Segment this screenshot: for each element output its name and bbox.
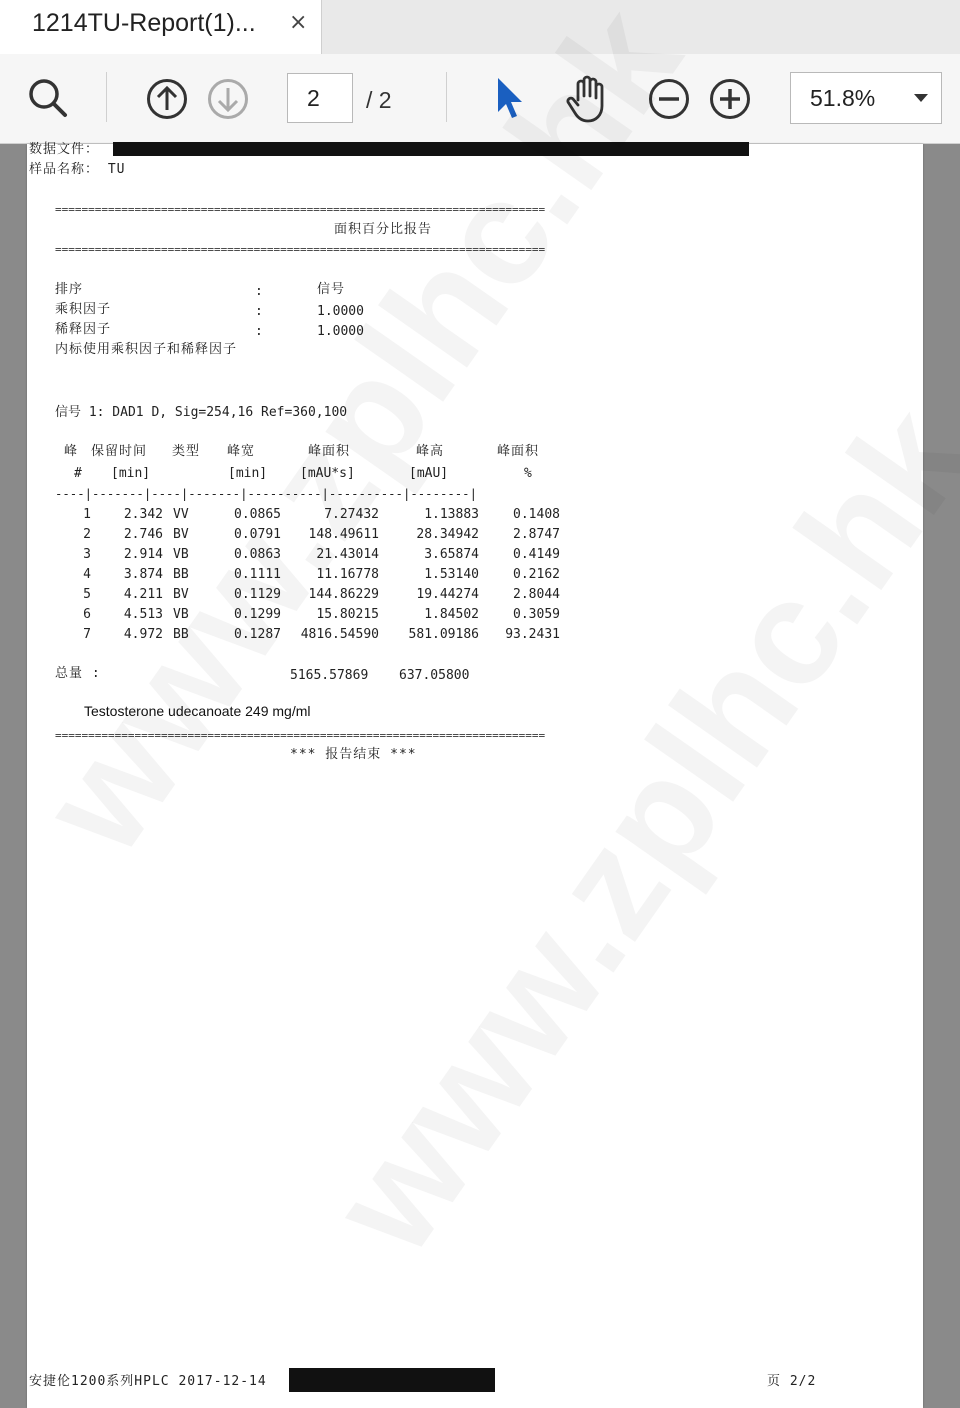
setting-label: 乘积因子 <box>55 302 112 317</box>
next-page-icon[interactable] <box>206 77 250 121</box>
total-area: 5165.57869 <box>290 668 369 683</box>
table-cell: BV <box>173 587 189 602</box>
report-title: 面积百分比报告 <box>334 222 433 237</box>
search-icon[interactable] <box>26 76 70 120</box>
table-cell: 2.8044 <box>513 587 560 602</box>
table-cell: 0.0865 <box>234 507 281 522</box>
redaction-bar <box>113 142 749 156</box>
document-page <box>27 144 923 1408</box>
table-cell: 0.1111 <box>234 567 281 582</box>
table-cell: 0.2162 <box>513 567 560 582</box>
table-cell: 2.8747 <box>513 527 560 542</box>
table-cell: VB <box>173 607 189 622</box>
previous-page-icon[interactable] <box>145 77 189 121</box>
table-cell: 11.16778 <box>316 567 379 582</box>
setting-colon: : <box>255 304 263 319</box>
table-cell: 0.1129 <box>234 587 281 602</box>
table-divider: ----|-------|----|-------|----------|----------|--------| <box>55 487 477 501</box>
col-header: 峰面积 <box>308 444 351 459</box>
table-cell: 4 <box>83 567 91 582</box>
col-unit: [mAU*s] <box>300 466 355 481</box>
table-cell: 21.43014 <box>316 547 379 562</box>
col-unit: % <box>524 466 532 481</box>
col-header: 峰面积 <box>497 444 540 459</box>
col-header: 峰 <box>64 444 79 459</box>
table-cell: 3.65874 <box>424 547 479 562</box>
table-cell: 1.84502 <box>424 607 479 622</box>
table-cell: 2.342 <box>123 507 163 522</box>
table-cell: 15.80215 <box>316 607 379 622</box>
table-cell: BV <box>173 527 189 542</box>
col-header: 保留时间 <box>91 444 148 459</box>
col-header: 峰宽 <box>227 444 256 459</box>
rule-line: ========================================================================== <box>55 204 546 216</box>
table-cell: 1.13883 <box>424 507 479 522</box>
table-cell: 2.914 <box>123 547 163 562</box>
table-cell: 3 <box>83 547 91 562</box>
rule-line: ========================================================================== <box>55 730 546 742</box>
table-cell: 581.09186 <box>408 627 479 642</box>
col-unit: # <box>74 466 82 481</box>
toolbar-separator <box>446 72 447 122</box>
table-cell: VB <box>173 547 189 562</box>
table-cell: 3.874 <box>123 567 163 582</box>
tab-bar <box>0 0 960 54</box>
signal-line: 信号 1: DAD1 D, Sig=254,16 Ref=360,100 <box>55 405 348 420</box>
table-cell: 144.86229 <box>308 587 379 602</box>
chevron-down-icon <box>914 94 928 102</box>
zoom-in-icon[interactable] <box>708 77 752 121</box>
table-cell: BB <box>173 627 189 642</box>
zoom-select[interactable] <box>790 72 942 124</box>
table-cell: 93.2431 <box>505 627 560 642</box>
table-cell: 28.34942 <box>416 527 479 542</box>
table-cell: 4816.54590 <box>300 627 379 642</box>
col-header: 类型 <box>172 444 201 459</box>
table-cell: 19.44274 <box>416 587 479 602</box>
table-cell: 6 <box>83 607 91 622</box>
end-line: *** 报告结束 *** <box>290 747 417 762</box>
table-cell: 7.27432 <box>324 507 379 522</box>
table-cell: 2.746 <box>123 527 163 542</box>
total-height: 637.05800 <box>399 668 470 683</box>
table-cell: 0.1408 <box>513 507 560 522</box>
setting-colon: : <box>255 324 263 339</box>
setting-label: 稀释因子 <box>55 322 112 337</box>
data-file-label: 数据文件： <box>29 142 100 157</box>
table-cell: 7 <box>83 627 91 642</box>
table-cell: 0.0791 <box>234 527 281 542</box>
istd-note: 内标使用乘积因子和稀释因子 <box>55 342 238 357</box>
table-cell: 0.1299 <box>234 607 281 622</box>
setting-value: 1.0000 <box>317 324 364 339</box>
zoom-out-icon[interactable] <box>647 77 691 121</box>
watermark <box>297 376 960 1283</box>
total-label: 总量 : <box>55 666 101 681</box>
page-total: / 2 <box>366 87 392 113</box>
table-cell: 0.0863 <box>234 547 281 562</box>
table-cell: BB <box>173 567 189 582</box>
setting-value: 信号 <box>317 282 346 297</box>
select-cursor-icon[interactable] <box>494 76 524 120</box>
table-cell: VV <box>173 507 189 522</box>
redaction-bar <box>289 1368 495 1392</box>
document-tab[interactable] <box>0 0 322 54</box>
table-cell: 4.211 <box>123 587 163 602</box>
hand-tool-icon[interactable] <box>564 74 612 124</box>
col-header: 峰高 <box>416 444 445 459</box>
viewer-toolbar <box>0 54 960 144</box>
footer-left: 安捷伦1200系列HPLC 2017-12-14 <box>29 1374 267 1389</box>
rule-line: ========================================================================== <box>55 244 546 256</box>
table-cell: 4.972 <box>123 627 163 642</box>
zoom-value: 51.8% <box>810 85 876 111</box>
setting-label: 排序 <box>55 282 84 297</box>
sample-name: 样品名称： TU <box>29 162 126 177</box>
col-unit: [min] <box>111 466 151 481</box>
table-cell: 4.513 <box>123 607 163 622</box>
table-cell: 5 <box>83 587 91 602</box>
setting-colon: : <box>255 284 263 299</box>
tab-title: 1214TU-Report(1)... <box>32 9 256 37</box>
col-unit: [min] <box>228 466 268 481</box>
page-number-input[interactable]: 2 <box>287 73 353 123</box>
table-cell: 1 <box>83 507 91 522</box>
setting-value: 1.0000 <box>317 304 364 319</box>
handwritten-note: Testosterone udecanoate 249 mg/ml <box>84 703 311 719</box>
table-cell: 0.4149 <box>513 547 560 562</box>
col-unit: [mAU] <box>409 466 449 481</box>
table-cell: 1.53140 <box>424 567 479 582</box>
table-cell: 148.49611 <box>308 527 379 542</box>
table-cell: 2 <box>83 527 91 542</box>
table-cell: 0.1287 <box>234 627 281 642</box>
table-cell: 0.3059 <box>513 607 560 622</box>
toolbar-separator <box>106 72 107 122</box>
footer-page: 页 2/2 <box>767 1374 817 1389</box>
close-tab-icon[interactable]: × <box>289 10 308 35</box>
